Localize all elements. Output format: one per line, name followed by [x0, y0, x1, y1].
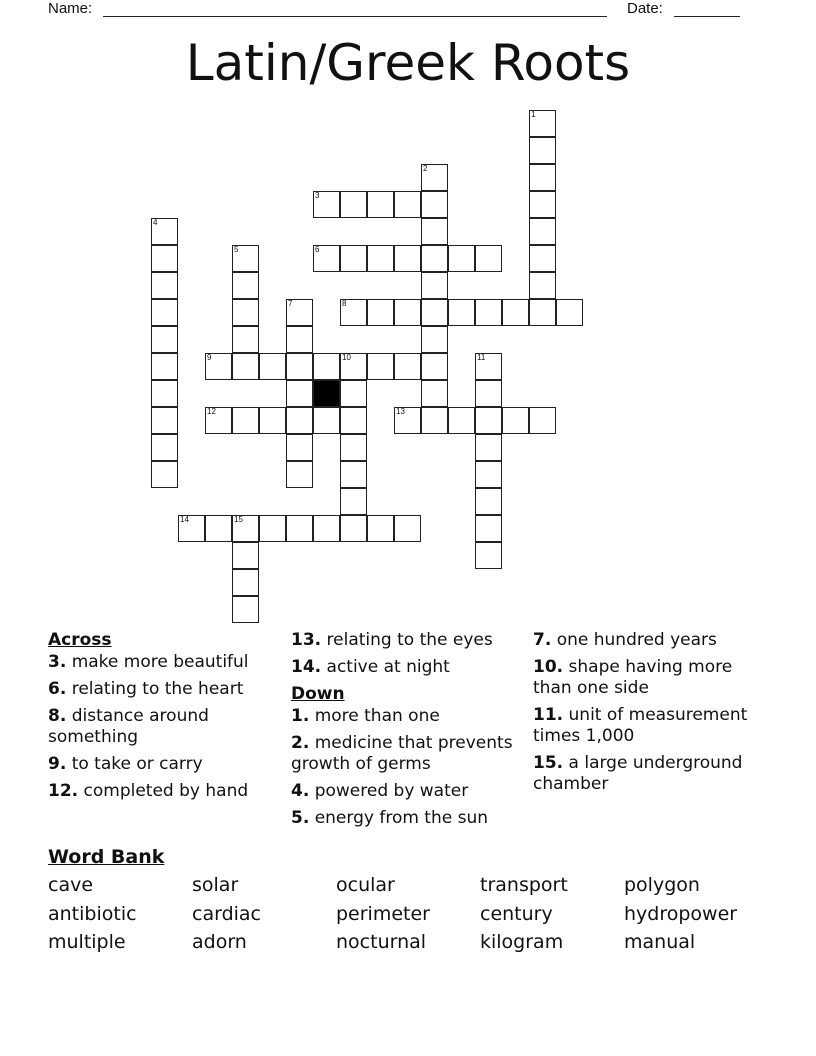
grid-cell[interactable]	[340, 407, 367, 434]
clue-number: 13	[396, 407, 405, 416]
grid-cell[interactable]	[421, 245, 448, 272]
word-bank-word: polygon	[624, 874, 700, 896]
grid-cell[interactable]	[421, 326, 448, 353]
grid-cell[interactable]	[286, 299, 313, 326]
grid-cell[interactable]	[340, 380, 367, 407]
word-bank-word: cave	[48, 874, 94, 896]
grid-cell[interactable]	[232, 353, 259, 380]
grid-cell[interactable]	[529, 110, 556, 137]
clue-across-13: 13. relating to the eyes	[291, 630, 493, 650]
clue-number: 3	[315, 191, 320, 200]
word-bank-word: kilogram	[480, 931, 564, 953]
grid-cell[interactable]	[151, 218, 178, 245]
clues-column-1	[48, 630, 278, 808]
grid-cell[interactable]	[475, 542, 502, 569]
grid-cell[interactable]	[475, 488, 502, 515]
grid-cell[interactable]	[475, 380, 502, 407]
grid-cell[interactable]	[286, 515, 313, 542]
grid-cell[interactable]	[367, 353, 394, 380]
clue-number: 15	[234, 515, 243, 524]
grid-cell[interactable]	[475, 245, 502, 272]
grid-cell[interactable]	[475, 434, 502, 461]
grid-cell[interactable]	[421, 164, 448, 191]
clue-down-1: 1. more than one	[291, 706, 440, 726]
clue-number: 8	[342, 299, 347, 308]
grid-cell[interactable]	[313, 515, 340, 542]
clue-number: 9	[207, 353, 212, 362]
grid-cell[interactable]	[205, 353, 232, 380]
grid-cell[interactable]	[421, 353, 448, 380]
word-bank-word: transport	[480, 874, 568, 896]
grid-cell[interactable]	[421, 407, 448, 434]
grid-cell[interactable]	[232, 596, 259, 623]
grid-cell[interactable]	[340, 461, 367, 488]
word-bank-word: hydropower	[624, 903, 738, 925]
clue-number: 2	[423, 164, 428, 173]
grid-cell[interactable]	[529, 218, 556, 245]
grid-cell[interactable]	[556, 299, 583, 326]
grid-cell[interactable]	[394, 191, 421, 218]
grid-cell[interactable]	[421, 299, 448, 326]
grid-cell[interactable]	[502, 299, 529, 326]
clue-across-8: 8. distance around something	[48, 706, 209, 747]
grid-cell[interactable]	[286, 353, 313, 380]
word-bank-word: antibiotic	[48, 903, 137, 925]
grid-cell[interactable]	[367, 245, 394, 272]
clue-number: 11	[477, 353, 486, 362]
grid-cell[interactable]	[259, 407, 286, 434]
grid-cell[interactable]	[394, 407, 421, 434]
word-bank-word: multiple	[48, 931, 126, 953]
grid-cell[interactable]	[529, 245, 556, 272]
grid-cell[interactable]	[448, 245, 475, 272]
clue-across-12: 12. completed by hand	[48, 781, 249, 801]
grid-cell[interactable]	[529, 137, 556, 164]
grid-cell[interactable]	[340, 245, 367, 272]
grid-cell[interactable]	[421, 191, 448, 218]
black-grid-cell	[313, 380, 340, 407]
grid-cell[interactable]	[232, 326, 259, 353]
date-label: Date:	[627, 0, 663, 17]
header	[0, 0, 816, 24]
clue-across-9: 9. to take or carry	[48, 754, 203, 774]
grid-cell[interactable]	[340, 191, 367, 218]
across-heading: Across	[48, 630, 112, 650]
clue-down-10: 10. shape having more than one side	[533, 657, 733, 698]
clue-across-3: 3. make more beautiful	[48, 652, 249, 672]
clue-number: 5	[234, 245, 239, 254]
grid-cell[interactable]	[475, 461, 502, 488]
grid-cell[interactable]	[340, 434, 367, 461]
grid-cell[interactable]	[151, 299, 178, 326]
grid-cell[interactable]	[475, 299, 502, 326]
word-bank-word: nocturnal	[336, 931, 427, 953]
grid-cell[interactable]	[151, 272, 178, 299]
word-bank-heading: Word Bank	[48, 846, 165, 868]
grid-cell[interactable]	[151, 353, 178, 380]
grid-cell[interactable]	[232, 569, 259, 596]
grid-cell[interactable]	[340, 488, 367, 515]
grid-cell[interactable]	[367, 515, 394, 542]
word-bank-word: ocular	[336, 874, 395, 896]
grid-cell[interactable]	[286, 326, 313, 353]
grid-cell[interactable]	[367, 191, 394, 218]
clue-down-15: 15. a large underground chamber	[533, 753, 743, 794]
grid-cell[interactable]	[502, 407, 529, 434]
clues-column-2	[291, 630, 531, 835]
clue-number: 1	[531, 110, 536, 119]
clue-number: 14	[180, 515, 189, 524]
grid-cell[interactable]	[286, 380, 313, 407]
grid-cell[interactable]	[529, 164, 556, 191]
grid-cell[interactable]	[394, 515, 421, 542]
down-heading: Down	[291, 684, 345, 704]
grid-cell[interactable]	[178, 515, 205, 542]
grid-cell[interactable]	[529, 191, 556, 218]
name-label: Name:	[48, 0, 93, 17]
word-bank-word: manual	[624, 931, 696, 953]
clues-column-3	[533, 630, 773, 801]
grid-cell[interactable]	[313, 353, 340, 380]
grid-cell[interactable]	[394, 353, 421, 380]
clue-down-11: 11. unit of measurement times 1,000	[533, 705, 748, 746]
clue-down-4: 4. powered by water	[291, 781, 469, 801]
grid-cell[interactable]	[529, 299, 556, 326]
grid-cell[interactable]	[286, 434, 313, 461]
grid-cell[interactable]	[232, 407, 259, 434]
grid-cell[interactable]	[205, 407, 232, 434]
grid-cell[interactable]	[151, 461, 178, 488]
clue-number: 10	[342, 353, 351, 362]
grid-cell[interactable]	[151, 407, 178, 434]
grid-cell[interactable]	[151, 434, 178, 461]
grid-cell[interactable]	[421, 380, 448, 407]
grid-cell[interactable]	[151, 326, 178, 353]
grid-cell[interactable]	[232, 299, 259, 326]
grid-cell[interactable]	[259, 353, 286, 380]
clue-across-6: 6. relating to the heart	[48, 679, 244, 699]
grid-cell[interactable]	[421, 218, 448, 245]
grid-cell[interactable]	[475, 407, 502, 434]
clue-number: 4	[153, 218, 158, 227]
clue-across-14: 14. active at night	[291, 657, 450, 677]
grid-cell[interactable]	[232, 542, 259, 569]
word-bank-word: cardiac	[192, 903, 261, 925]
grid-cell[interactable]	[394, 299, 421, 326]
clue-number: 6	[315, 245, 320, 254]
grid-cell[interactable]	[448, 407, 475, 434]
word-bank-word: perimeter	[336, 903, 430, 925]
page-title: Latin/Greek Roots	[185, 34, 631, 92]
word-bank-word: century	[480, 903, 553, 925]
grid-cell[interactable]	[286, 407, 313, 434]
grid-cell[interactable]	[475, 353, 502, 380]
grid-cell[interactable]	[151, 380, 178, 407]
grid-cell[interactable]	[205, 515, 232, 542]
word-bank-word: solar	[192, 874, 239, 896]
grid-cell[interactable]	[529, 407, 556, 434]
clue-down-5: 5. energy from the sun	[291, 808, 489, 828]
grid-cell[interactable]	[529, 272, 556, 299]
grid-cell[interactable]	[232, 272, 259, 299]
grid-cell[interactable]	[313, 407, 340, 434]
grid-cell[interactable]	[259, 515, 286, 542]
grid-cell[interactable]	[475, 515, 502, 542]
grid-cell[interactable]	[313, 245, 340, 272]
grid-cell[interactable]	[151, 245, 178, 272]
grid-cell[interactable]	[340, 515, 367, 542]
grid-cell[interactable]	[232, 245, 259, 272]
name-field[interactable]	[103, 16, 607, 17]
clue-number: 12	[207, 407, 216, 416]
word-bank-word: adorn	[192, 931, 247, 953]
date-field[interactable]	[674, 16, 740, 17]
grid-cell[interactable]	[340, 353, 367, 380]
grid-cell[interactable]	[340, 299, 367, 326]
grid-cell[interactable]	[232, 515, 259, 542]
clue-number: 7	[288, 299, 293, 308]
grid-cell[interactable]	[421, 272, 448, 299]
grid-cell[interactable]	[448, 299, 475, 326]
grid-cell[interactable]	[313, 191, 340, 218]
grid-cell[interactable]	[367, 299, 394, 326]
grid-cell[interactable]	[286, 461, 313, 488]
clue-down-2: 2. medicine that prevents growth of germs	[291, 733, 513, 774]
clue-down-7: 7. one hundred years	[533, 630, 717, 650]
grid-cell[interactable]	[394, 245, 421, 272]
